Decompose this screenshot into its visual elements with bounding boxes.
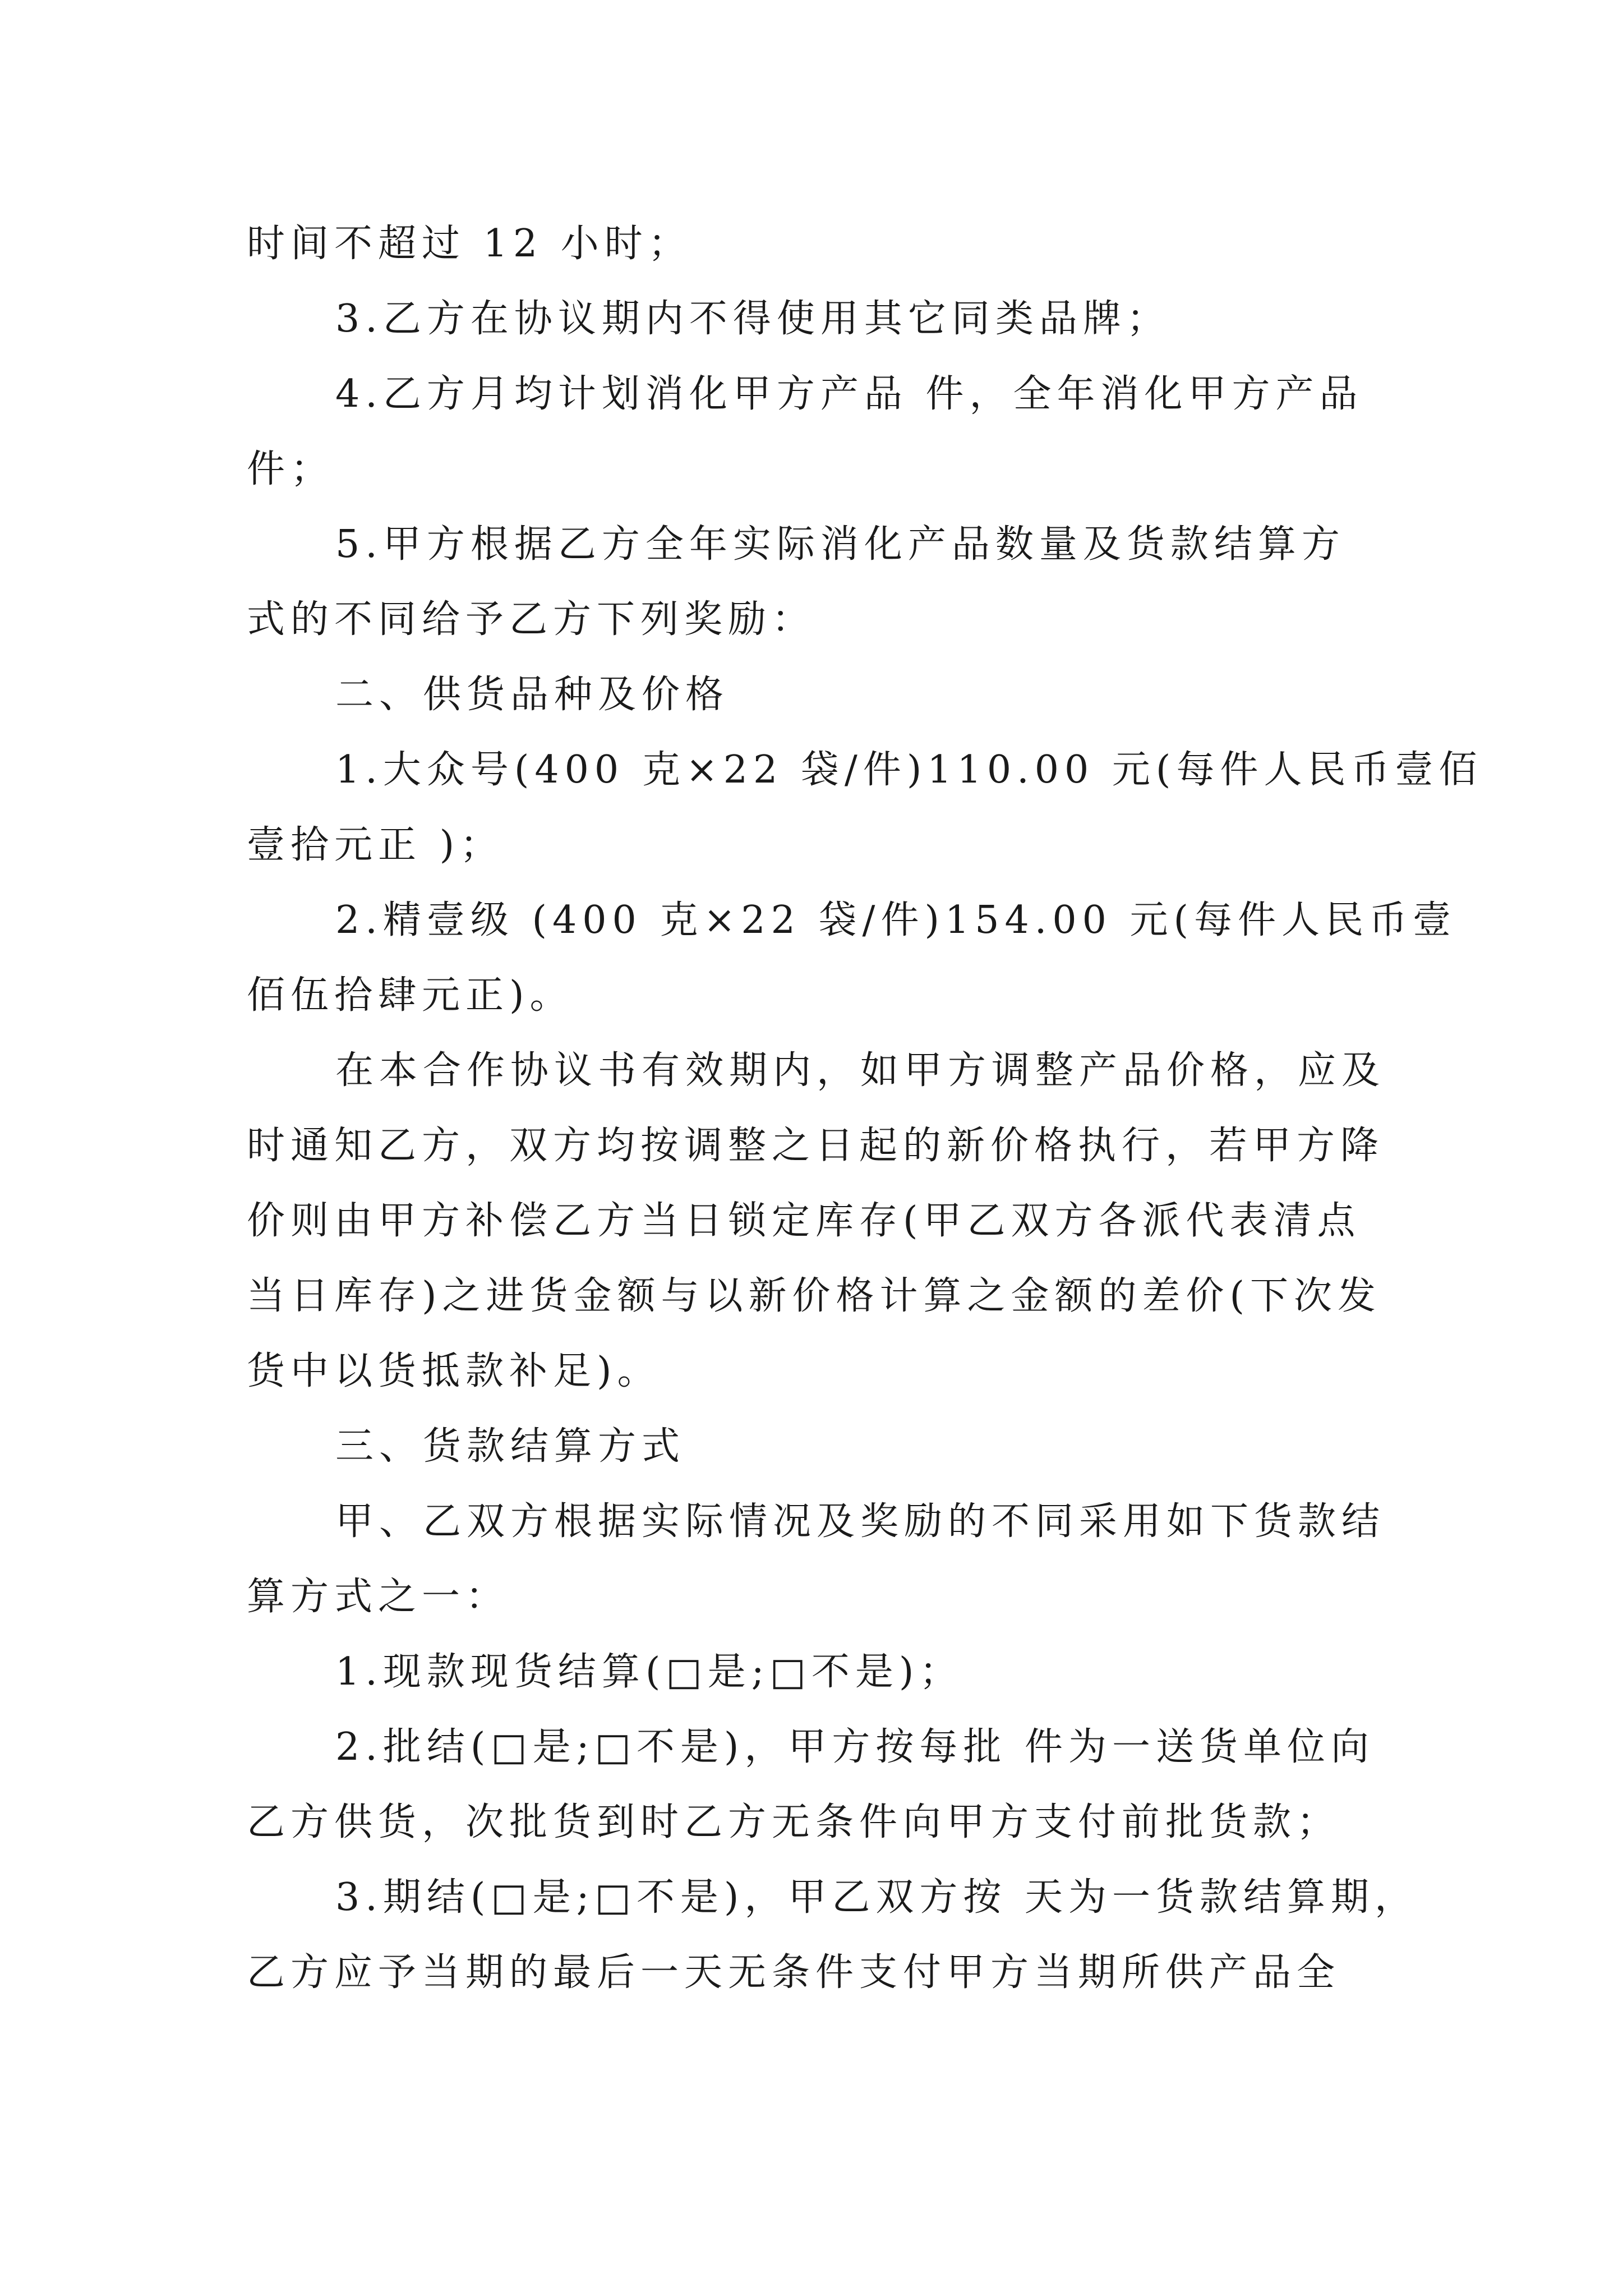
text-line: 货中以货抵款补足)。 xyxy=(247,1349,661,1393)
text-line: 1.现款现货结算(□是;□不是)； xyxy=(335,1650,963,1694)
text-line: 在本合作协议书有效期内，如甲方调整产品价格，应及 xyxy=(335,1048,1386,1093)
text-line: 乙方应予当期的最后一天无条件支付甲方当期所供产品全 xyxy=(247,1950,1341,1995)
text-line: 3.乙方在协议期内不得使用其它同类品牌； xyxy=(335,297,1170,341)
text-line: 时间不超过 12 小时； xyxy=(247,222,692,266)
section-heading: 二、供货品种及价格 xyxy=(335,673,730,717)
text-line: 壹拾元正 )； xyxy=(247,823,504,867)
text-line: 3.期结(□是;□不是)，甲乙双方按 天为一货款结算期， xyxy=(335,1875,1418,1920)
text-line: 算方式之一： xyxy=(247,1575,510,1619)
text-line: 4.乙方月均计划消化甲方产品 件，全年消化甲方产品 xyxy=(335,372,1363,416)
section-heading: 三、货款结算方式 xyxy=(335,1424,686,1469)
text-line: 当日库存)之进货金额与以新价格计算之金额的差价(下次发 xyxy=(247,1274,1382,1318)
text-line: 价则由甲方补偿乙方当日锁定库存(甲乙双方各派代表清点 xyxy=(247,1199,1361,1243)
text-line: 5.甲方根据乙方全年实际消化产品数量及货款结算方 xyxy=(335,522,1345,567)
text-line: 2.批结(□是;□不是)，甲方按每批 件为一送货单位向 xyxy=(335,1725,1375,1769)
text-line: 乙方供货，次批货到时乙方无条件向甲方支付前批货款； xyxy=(247,1800,1341,1844)
text-line: 时通知乙方，双方均按调整之日起的新价格执行，若甲方降 xyxy=(247,1124,1385,1168)
text-line: 佰伍拾肆元正)。 xyxy=(247,973,574,1018)
text-line: 甲、乙双方根据实际情况及奖励的不同采用如下货款结 xyxy=(335,1499,1386,1544)
text-line: 2.精壹级 (400 克×22 袋/件)154.00 元(每件人民币壹 xyxy=(335,898,1457,942)
text-line: 式的不同给予乙方下列奖励： xyxy=(247,597,816,642)
text-line: 1.大众号(400 克×22 袋/件)110.00 元(每件人民币壹佰 xyxy=(335,748,1483,792)
text-line: 件； xyxy=(247,447,335,491)
